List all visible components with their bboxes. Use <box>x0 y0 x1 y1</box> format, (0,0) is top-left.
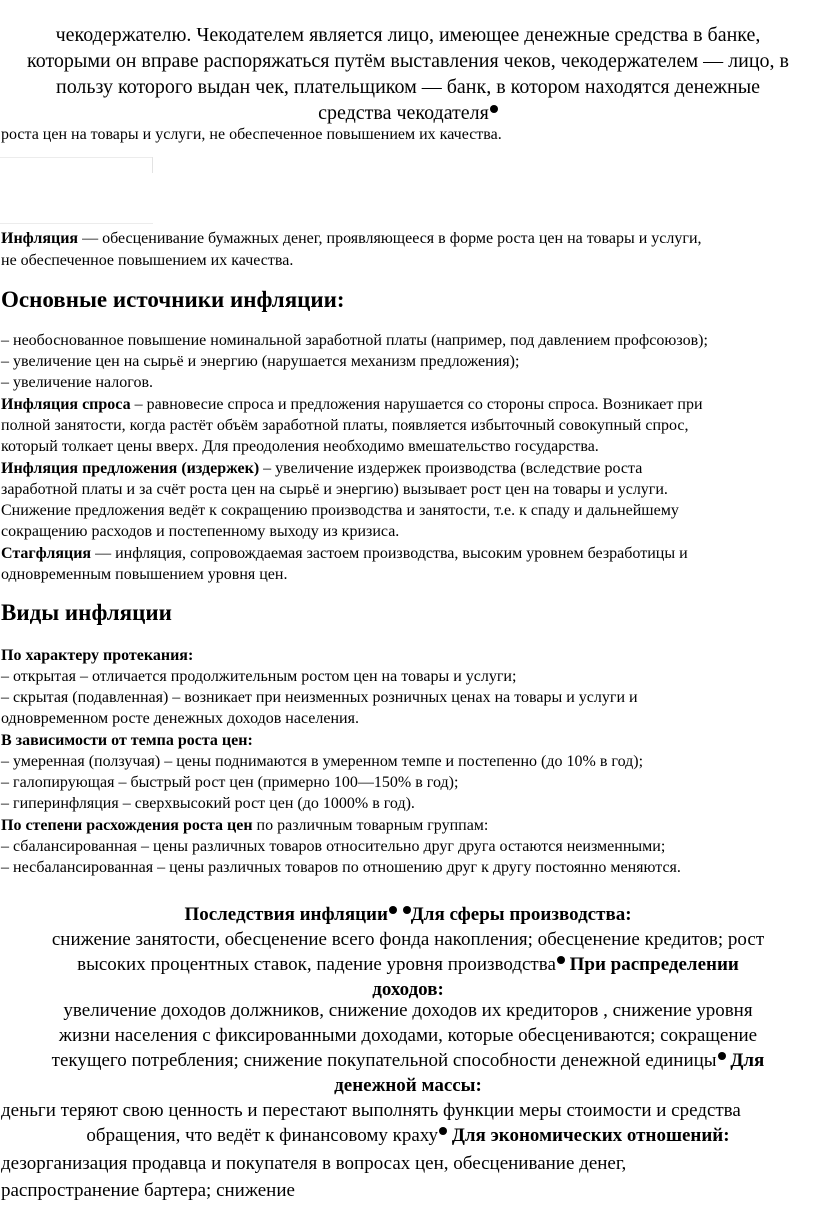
bullet-icon <box>403 906 411 914</box>
supply-line: сокращению расходов и постепенному выходу из кризиса. <box>1 523 400 540</box>
distribution-heading-cont: доходов: <box>372 979 444 1000</box>
consequence-line: деньги теряют свою ценность и перестают выполнять функции меры стоимости и средства <box>1 1100 741 1121</box>
list-item: – скрытая (подавленная) – возникает при неизменных розничных ценах на товары и услуги и <box>1 689 638 706</box>
fragment-text: роста цен на товары и услуги, не обеспеченное повышением их качества. <box>1 126 502 143</box>
consequence-line <box>0 1073 816 1098</box>
group-heading <box>1 730 253 751</box>
supply-line <box>1 458 642 479</box>
sources-heading: Основные источники инфляции: <box>1 287 345 312</box>
supply-line: Снижение предложения ведёт к сокращению производства и занятости, т.е. к спаду и дальнейшему <box>1 502 679 519</box>
demand-line: полной занятости, когда растёт объём заработной платы, появляется избыточный совокупный спрос, <box>1 417 689 434</box>
list-item: – необоснованное повышение номинальной заработной платы (например, под давлением профсоюзов); <box>1 332 708 349</box>
intro-line <box>0 100 816 126</box>
definition-term: Инфляция <box>1 230 79 247</box>
consequence-line: жизни населения с фиксированными доходами, которые обесцениваются; сокращение <box>58 1025 758 1046</box>
bullet-icon <box>718 1052 726 1060</box>
consequence-text: высоких процентных ставок, падение уровня производства <box>77 954 556 975</box>
stagflation-text: — инфляция, сопровождаемая застоем производства, высоким уровнем безработицы и <box>91 545 688 562</box>
demand-line: который толкает цены вверх. Для преодоления необходимо вмешательство государства. <box>1 438 599 455</box>
consequences-title: Последствия инфляции <box>184 904 388 925</box>
bullet-icon <box>557 956 565 964</box>
stagflation-line <box>1 543 688 564</box>
stagflation-line: одновременным повышением уровня цен. <box>1 566 288 583</box>
consequence-line <box>0 1123 816 1148</box>
money-heading-cont: денежной массы: <box>334 1075 482 1096</box>
econ-heading: Для экономических отношений: <box>447 1125 730 1146</box>
definition-line <box>1 228 702 249</box>
group-title: По степени расхождения роста цен <box>1 817 253 834</box>
intro-paragraph <box>0 22 816 126</box>
intro-line: чекодержателю. Чекодателем является лицо, имеющее денежные средства в банке, <box>55 24 761 46</box>
intro-line-text: средства чекодателя <box>318 102 489 124</box>
list-item: – гиперинфляция – сверхвысокий рост цен (до 1000% в год). <box>1 795 415 812</box>
intro-line: пользу которого выдан чек, плательщиком — банк, в котором находятся денежные <box>55 76 761 98</box>
list-item: – умеренная (ползучая) – цены поднимаются в умеренном темпе и постепенно (до 10% в год); <box>1 753 644 770</box>
group-title: По характеру протекания: <box>1 647 194 664</box>
consequence-line <box>0 952 816 977</box>
demand-text: – равновесие спроса и предложения нарушается со стороны спроса. Возникает при <box>130 396 703 413</box>
list-item: – увеличение цен на сырьё и энергию (нарушается механизм предложения); <box>1 353 520 370</box>
types-heading: Виды инфляции <box>1 600 172 625</box>
distribution-heading: При распределении <box>564 954 739 975</box>
demand-term: Инфляция спроса <box>1 396 131 413</box>
bullet-icon <box>439 1127 447 1135</box>
consequence-line: увеличение доходов должников, снижение доходов их кредиторов , снижение уровня <box>63 1000 753 1021</box>
consequence-text: текущего потребления; снижение покупательной способности денежной единицы <box>51 1050 717 1071</box>
consequence-line: дезорганизация продавца и покупателя в вопросах цен, обесценивание денег, <box>1 1153 627 1174</box>
supply-line: заработной платы и за счёт роста цен на сырьё и энергию) вызывает рост цен на товары и услуги. <box>1 481 668 498</box>
list-item: – открытая – отличается продолжительным ростом цен на товары и услуги; <box>1 668 517 685</box>
list-item: одновременном росте денежных доходов населения. <box>1 710 359 727</box>
consequence-line: распространение бартера; снижение <box>1 1180 295 1201</box>
group-title-rest: по различным товарным группам: <box>252 817 489 834</box>
definition-text: — обесценивание бумажных денег, проявляющееся в форме роста цен на товары и услуги, <box>78 230 702 247</box>
group-heading <box>1 815 488 836</box>
money-heading: Для <box>725 1050 765 1071</box>
consequence-line <box>0 1048 816 1073</box>
supply-text: – увеличение издержек производства (вследствие роста <box>259 460 643 477</box>
bullet-icon <box>490 105 498 113</box>
group-title: В зависимости от темпа роста цен: <box>1 732 253 749</box>
list-item: – галопирующая – быстрый рост цен (примерно 100—150% в год); <box>1 774 459 791</box>
production-heading: Для сферы производства: <box>410 904 632 925</box>
list-item: – несбалансированная – цены различных товаров по отношению друг к другу постоянно меняются. <box>1 859 681 876</box>
definition-line: не обеспеченное повышением их качества. <box>1 252 294 269</box>
image-placeholder <box>0 157 153 224</box>
consequence-line: снижение занятости, обесценение всего фонда накопления; обесценение кредитов; рост <box>51 929 765 950</box>
list-item: – увеличение налогов. <box>1 374 153 391</box>
bullet-icon <box>389 906 397 914</box>
stagflation-term: Стагфляция <box>1 545 92 562</box>
supply-term: Инфляция предложения (издержек) <box>1 460 260 477</box>
group-heading <box>1 645 193 666</box>
consequence-text: обращения, что ведёт к финансовому краху <box>86 1125 439 1146</box>
list-item: – сбалансированная – цены различных товаров относительно друг друга остаются неизменными; <box>1 838 666 855</box>
demand-line <box>1 394 703 415</box>
intro-line: которыми он вправе распоряжаться путём выставления чеков, чекодержателем — лицо, в <box>27 50 789 72</box>
consequences-title-line <box>0 902 816 927</box>
